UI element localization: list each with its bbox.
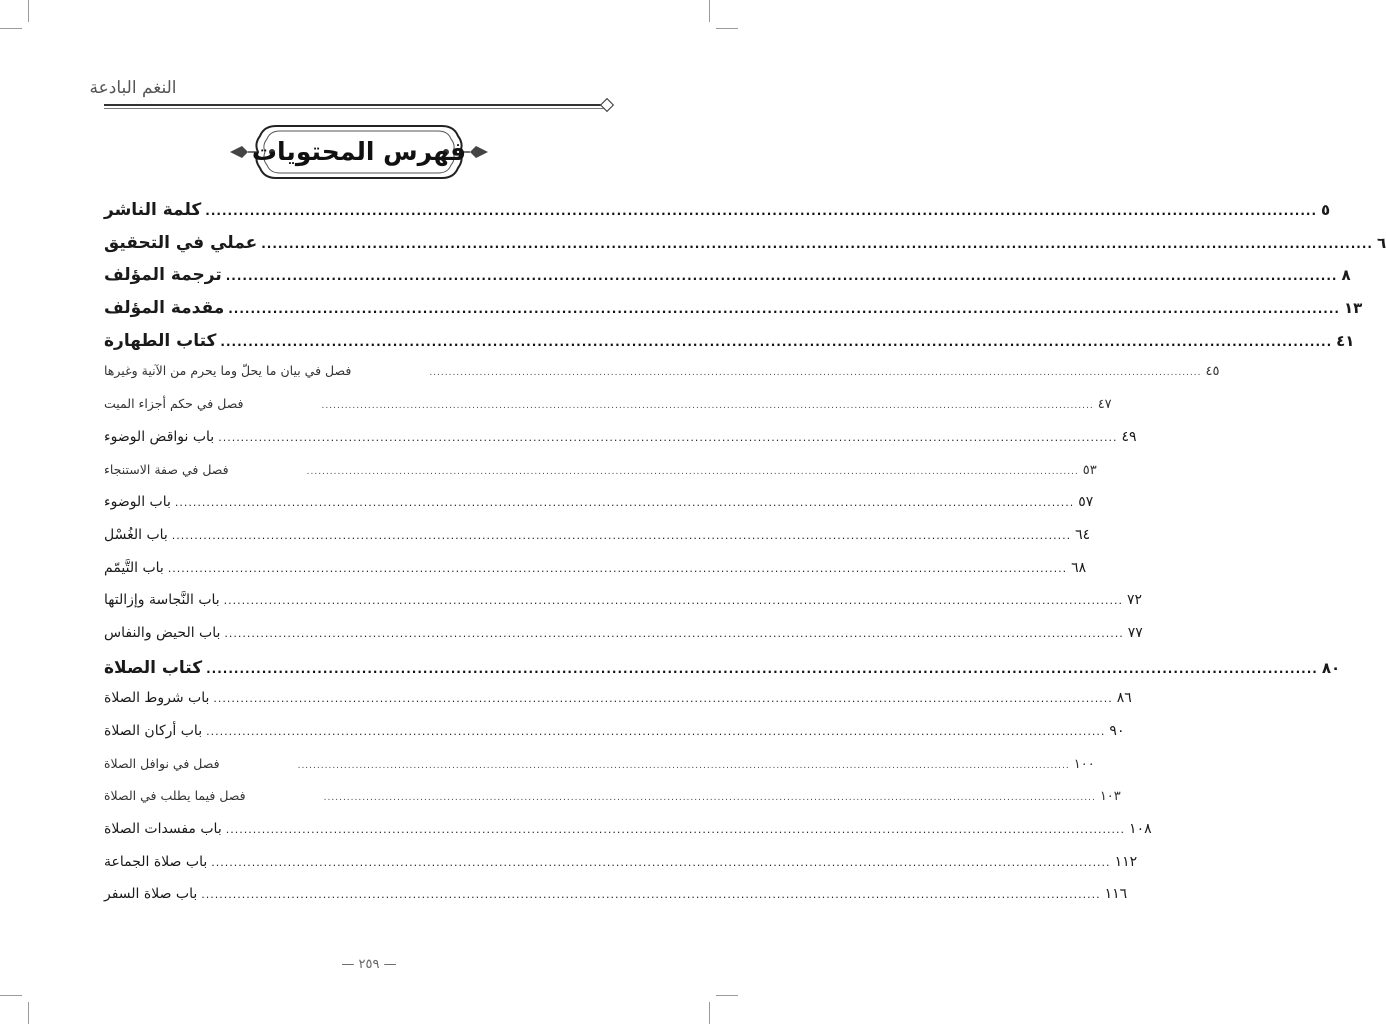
toc-entry-label: مقدمة المؤلف (104, 298, 225, 319)
toc-entry-page: ١٣ (1343, 299, 1363, 318)
running-header-title: النغم البادعة (89, 78, 177, 98)
toc-entry-page: ٨٠ (1321, 658, 1341, 677)
toc-entry (104, 559, 1087, 593)
crop-mark-top-left (28, 0, 29, 22)
toc-entry-page: ٤٥ (1205, 364, 1220, 380)
toc-dot-leader: ........................................................................................................................................................................................................ (206, 661, 1318, 676)
toc-dot-leader: ........................................................................................................................................................................................................ (171, 528, 1072, 542)
toc-entry-page: ٦٨ (1071, 559, 1087, 576)
toc-entry-label: باب الغُسْل (104, 526, 168, 543)
toc-entry-page: ٥٧ (1078, 494, 1094, 511)
toc-dot-leader: ........................................................................................................................................................................................................ (297, 760, 1070, 771)
toc-entry-page: ٨ (1341, 266, 1351, 285)
toc-entry-label: كتاب الصلاة (104, 657, 203, 678)
toc-entry-label: فصل في صفة الاستنجاء (104, 461, 229, 477)
toc-dot-leader: ........................................................................................................................................................................................................ (306, 466, 1079, 477)
toc-dot-leader: ........................................................................................................................................................................................................ (228, 302, 1340, 317)
toc-entry-label: باب الحيض والنفاس (104, 624, 221, 641)
toc-entry (104, 330, 1355, 364)
header-rule-thin (104, 108, 606, 109)
toc-entry-page: ٤٧ (1097, 397, 1112, 413)
toc-entry (104, 200, 1331, 233)
toc-entry (104, 592, 1143, 625)
toc-dot-leader: ........................................................................................................................................................................................................ (261, 236, 1373, 251)
toc-dot-leader: ........................................................................................................................................................................................................ (220, 334, 1333, 349)
toc-entry (104, 298, 1363, 331)
toc-dot-leader: ........................................................................................................................................................................................................ (213, 692, 1113, 706)
toc-entry (104, 494, 1094, 527)
toc-dot-leader: ........................................................................................................................................................................................................ (323, 793, 1096, 804)
toc-entry (104, 788, 1121, 821)
toc-dot-leader: ........................................................................................................................................................................................................ (223, 594, 1123, 608)
toc-entry-page: ٦ (1376, 233, 1386, 252)
toc-dot-leader: ........................................................................................................................................................................................................ (225, 823, 1126, 837)
crop-mark-bottom-left (28, 1002, 29, 1024)
toc-entry-page: ١٠٨ (1129, 821, 1152, 838)
toc-entry (104, 363, 1220, 396)
toc-entry-label: كلمة الناشر (104, 200, 202, 220)
toc-entry-page: ١١٢ (1114, 853, 1138, 870)
toc-entry-label: باب أركان الصلاة (104, 723, 203, 739)
page-number: — ٢٥٩ — (341, 957, 397, 972)
toc-dot-leader: ........................................................................................................................................................................................................ (321, 401, 1094, 412)
toc-entry-page: ٦٤ (1075, 526, 1091, 543)
toc-entry (104, 657, 1341, 691)
header-rule-ornament (600, 98, 614, 112)
toc-entry-page: ١٠٣ (1099, 789, 1121, 805)
table-of-contents (104, 200, 1386, 919)
toc-entry (104, 461, 1097, 495)
toc-entry-label: باب مفسدات الصلاة (104, 821, 222, 838)
toc-entry-label: باب النَّجاسة وإزالتها (104, 592, 220, 609)
toc-dot-leader: ........................................................................................................................................................................................................ (218, 430, 1118, 444)
toc-entry (104, 886, 1128, 919)
toc-dot-leader: ........................................................................................................................................................................................................ (167, 561, 1068, 575)
crop-mark-bottom-right-h (716, 995, 738, 996)
toc-dot-leader: ........................................................................................................................................................................................................ (205, 204, 1317, 218)
toc-entry-label: ترجمة المؤلف (104, 265, 222, 286)
toc-entry-label: فصل في بيان ما يحلّ وما يحرم من الآنية وغيرها (104, 363, 352, 379)
toc-entry (104, 428, 1137, 462)
toc-entry-label: باب الوضوء (104, 494, 171, 511)
header-rule (104, 104, 606, 106)
toc-dot-leader: ........................................................................................................................................................................................................ (174, 496, 1075, 510)
toc-dot-leader: ........................................................................................................................................................................................................ (224, 626, 1124, 640)
crop-mark-bottom-right (709, 1002, 710, 1024)
toc-entry (104, 265, 1351, 298)
toc-entry (104, 723, 1125, 756)
toc-entry-page: ٧٧ (1127, 624, 1143, 641)
page-title-cartouche (228, 122, 490, 182)
toc-entry (104, 755, 1095, 789)
crop-mark-top-right-h (716, 28, 738, 29)
toc-entry-page: ١٠٠ (1073, 756, 1095, 772)
toc-entry-label: باب صلاة السفر (104, 886, 198, 903)
toc-dot-leader: ........................................................................................................................................................................................................ (206, 725, 1106, 738)
toc-entry-label: فصل في حكم أجزاء الميت (104, 396, 244, 412)
toc-entry-page: ٥٣ (1082, 462, 1097, 478)
toc-entry-label: باب نواقض الوضوء (104, 428, 215, 445)
toc-entry-label: كتاب الطهارة (104, 330, 217, 351)
toc-dot-leader: ........................................................................................................................................................................................................ (211, 855, 1111, 869)
toc-entry-page: ٤٩ (1121, 428, 1137, 445)
toc-dot-leader: ........................................................................................................................................................................................................ (429, 368, 1202, 379)
toc-entry (104, 526, 1091, 560)
toc-entry-label: عملي في التحقيق (104, 232, 258, 253)
toc-entry (104, 821, 1152, 854)
toc-entry-page: ٩٠ (1109, 723, 1125, 739)
toc-entry-label: باب التَّيمّم (104, 559, 164, 576)
crop-mark-bottom-left-h (0, 995, 22, 996)
toc-entry-page: ٤١ (1336, 331, 1355, 350)
toc-entry-page: ٨٦ (1116, 690, 1132, 707)
toc-entry-label: فصل فيما يطلب في الصلاة (104, 788, 246, 804)
toc-entry (104, 232, 1386, 266)
toc-entry-page: ٧٢ (1127, 592, 1143, 609)
toc-dot-leader: ........................................................................................................................................................................................................ (201, 888, 1101, 902)
toc-dot-leader: ........................................................................................................................................................................................................ (225, 269, 1338, 284)
toc-entry-label: باب صلاة الجماعة (104, 853, 208, 870)
toc-entry-label: باب شروط الصلاة (104, 690, 210, 707)
page-title: فهرس المحتويات (251, 137, 467, 166)
toc-entry (104, 624, 1143, 658)
toc-entry (104, 690, 1132, 723)
crop-mark-top-right (709, 0, 710, 22)
toc-entry-label: فصل في نوافل الصلاة (104, 755, 220, 771)
toc-entry (104, 396, 1112, 429)
toc-entry (104, 853, 1138, 887)
toc-entry-page: ٥ (1321, 201, 1331, 219)
crop-mark-top-left-h (0, 28, 22, 29)
toc-entry-page: ١١٦ (1104, 886, 1128, 903)
